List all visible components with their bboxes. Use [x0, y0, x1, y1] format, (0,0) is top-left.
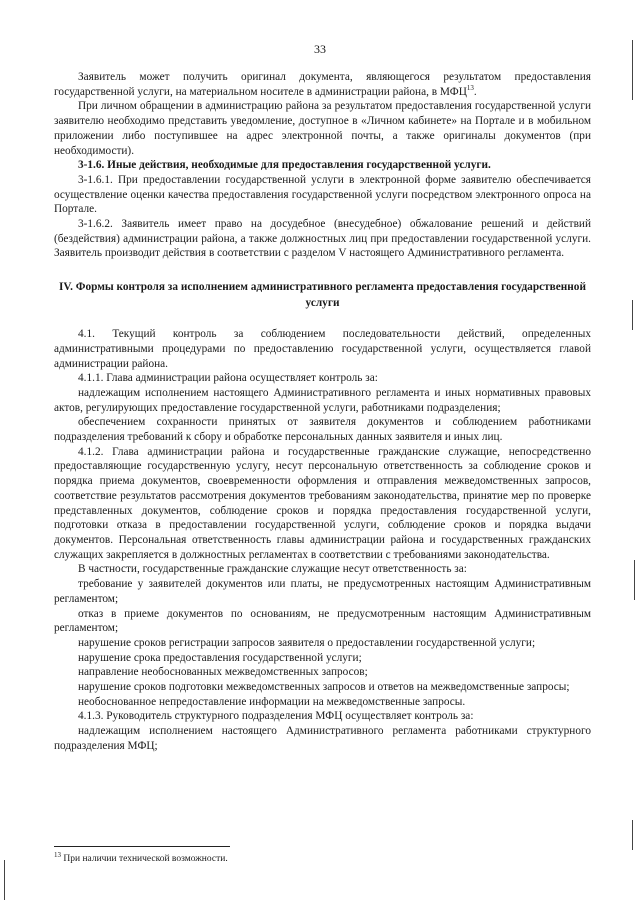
scan-artifact [632, 40, 633, 100]
paragraph: 3-1.6.2. Заявитель имеет право на досудебное (внесудебное) обжалование решений и действий (бездействия) администрации района, а также должностных лиц при предоставлении государственной услуги. Заявитель производит действия в соответствии с разделом V настоящего Административного регламента. [54, 218, 591, 260]
paragraph: В частности, государственные гражданские служащие несут ответственность за: [78, 563, 467, 576]
list-item: нарушение сроков регистрации запросов заявителя о предоставлении государственной услуги; [78, 636, 536, 649]
scan-artifact [632, 300, 633, 330]
subsection-title: 3-1.6. Иные действия, необходимые для предоставления государственной услуги. [78, 159, 491, 172]
list-item: необоснованное непредоставление информации на межведомственные запросы. [78, 695, 466, 708]
document-body [54, 70, 591, 754]
page-number: 33 [314, 42, 326, 56]
scan-artifact [634, 560, 635, 600]
list-item: отказ в приеме документов по основаниям, не предусмотренным настоящим Административным регламентом; [54, 607, 591, 635]
list-item: надлежащим исполнением настоящего Административного регламента работниками структурного подразделения МФЦ; [54, 725, 591, 752]
footnote-marker: 13 [54, 850, 61, 859]
list-item: нарушение срока предоставления государственной услуги; [78, 651, 362, 664]
paragraph: 3-1.6.1. При предоставлении государственной услуги в электронной форме заявителю обеспечивается осуществление оценки качества предоставления государственной услуги посредством электронного опроса на Портале. [54, 173, 591, 216]
section-heading: IV. Формы контроля за исполнением административного регламента предоставления государственной услуги [59, 281, 586, 310]
list-item: нарушение сроков подготовки межведомственных запросов и ответов на межведомственные запросы; [78, 681, 570, 694]
paragraph: При личном обращении в администрацию района за результатом предоставления государственной услуги заявителю необходимо представить уведомление, доступное в «Личном кабинете» на Портале и в мобильном приложении либо поступившее на адрес электронной почты, а также оригиналы документов (при необходимости). [54, 100, 591, 157]
paragraph: Заявитель может получить оригинал документа, являющегося результатом предоставления государственной услуги, на материальном носителе в администрации района, в МФЦ$^{13}$. [54, 71, 591, 98]
footnote-divider [54, 846, 230, 847]
list-item: направление необоснованных межведомственных запросов; [78, 666, 368, 679]
list-item: требование у заявителей документов или платы, не предусмотренных настоящим Административным регламентом; [54, 578, 591, 605]
scan-artifact [4, 860, 5, 900]
paragraph: 4.1.3. Руководитель структурного подразделения МФЦ осуществляет контроль за: [78, 710, 474, 723]
paragraph: 4.1.1. Глава администрации района осуществляет контроль за: [78, 372, 378, 385]
scan-artifact [632, 820, 633, 850]
paragraph: 4.1. Текущий контроль за соблюдением последовательности действий, определенных административными процедурами по предоставлению государственной услуги, осуществляется главой администрации района. [54, 328, 591, 370]
paragraph: обеспечением сохранности принятых от заявителя документов и соблюдением работниками подразделения требований к сбору и обработке персональных данных заявителя и иных лиц. [54, 416, 591, 444]
paragraph: 4.1.2. Глава администрации района и государственные гражданские служащие, непосредственно предоставляющие государственную услугу, несут персональную ответственность за соблюдение сроков и порядка приема документов, своевременности оформления и отправления межведомственных запросов, соответствие результатов рассмотрения документов требованиям законодательства, принятие мер по проверке представленных документов, соблюдение сроков и порядка предоставления государственной услуги, подготовки отказа в предоставлении государственной услуги, соблюдение сроков и порядка выдачи документов. Персональная ответственность главы администрации района и государственных гражданских служащих закрепляется в должностных регламентах в соответствии с требованиями законодательства. [54, 445, 591, 561]
footnote-ref: 13 [466, 83, 474, 92]
paragraph: надлежащим исполнением настоящего Административного регламента и иных нормативных правовых актов, регулирующих предоставление государственной услуги, работниками подразделения; [54, 386, 591, 414]
footnote: $^{13}$ При наличии технической возможности. [54, 850, 228, 864]
